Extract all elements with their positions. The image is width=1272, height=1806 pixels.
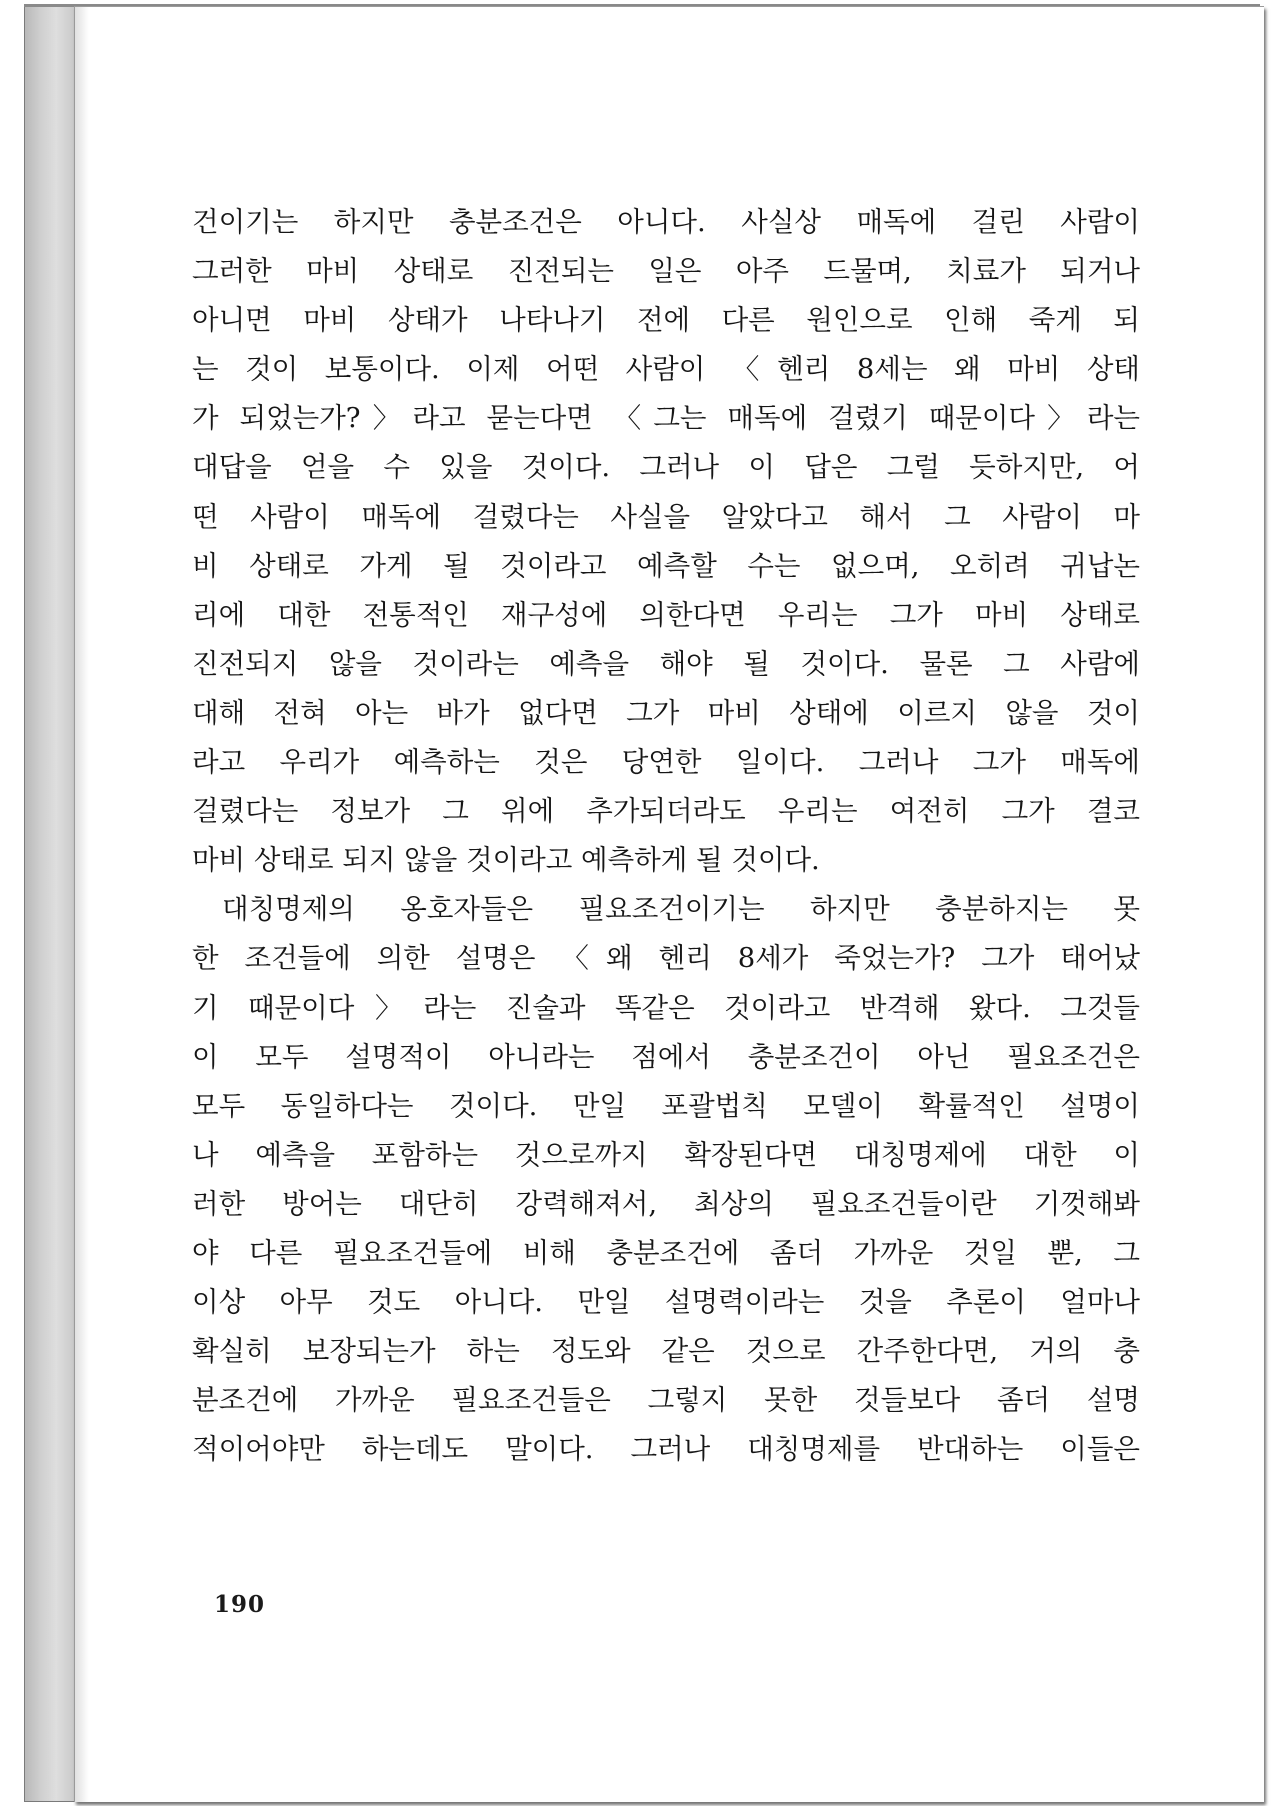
text-line: 야 다른 필요조건들에 비해 충분조건에 좀더 가까운 것일 뿐, 그 xyxy=(192,1236,1140,1269)
text-line: 모두 동일하다는 것이다. 만일 포괄법칙 모델이 확률적인 설명이 xyxy=(192,1089,1140,1122)
text-line: 아니면 마비 상태가 나타나기 전에 다른 원인으로 인해 죽게 되 xyxy=(192,304,1140,337)
paragraph-1 xyxy=(192,198,1140,885)
text-line: 이 모두 설명적이 아니라는 점에서 충분조건이 아닌 필요조건은 xyxy=(192,1040,1140,1073)
text-line: 확실히 보장되는가 하는 정도와 같은 것으로 간주한다면, 거의 충 xyxy=(192,1335,1140,1368)
text-line: 진전되지 않을 것이라는 예측을 해야 될 것이다. 물론 그 사람에 xyxy=(192,647,1140,680)
text-line: 한 조건들에 의한 설명은 〈왜 헨리 8세가 죽었는가? 그가 태어났 xyxy=(192,942,1140,975)
page-gutter-shadow xyxy=(75,7,89,1802)
text-line: 대해 전혀 아는 바가 없다면 그가 마비 상태에 이르지 않을 것이 xyxy=(192,696,1140,729)
text-line: 떤 사람이 매독에 걸렸다는 사실을 알았다고 해서 그 사람이 마 xyxy=(192,500,1140,533)
text-line: 적이어야만 하는데도 말이다. 그러나 대칭명제를 반대하는 이들은 xyxy=(192,1433,1140,1466)
body-text xyxy=(192,198,1140,1474)
text-line: 마비 상태로 되지 않을 것이라고 예측하게 될 것이다. xyxy=(192,844,820,877)
text-line: 분조건에 가까운 필요조건들은 그렇지 못한 것들보다 좀더 설명 xyxy=(192,1384,1140,1417)
text-line: 는 것이 보통이다. 이제 어떤 사람이 〈헨리 8세는 왜 마비 상태 xyxy=(192,353,1140,386)
text-line: 이상 아무 것도 아니다. 만일 설명력이라는 것을 추론이 얼마나 xyxy=(192,1286,1140,1319)
text-line: 걸렸다는 정보가 그 위에 추가되더라도 우리는 여전히 그가 결코 xyxy=(192,795,1140,828)
text-line: 러한 방어는 대단히 강력해져서, 최상의 필요조건들이란 기껏해봐 xyxy=(192,1187,1140,1220)
page-number: 190 xyxy=(214,1591,266,1618)
text-line: 대칭명제의 옹호자들은 필요조건이기는 하지만 충분하지는 못 xyxy=(222,893,1140,926)
text-line: 리에 대한 전통적인 재구성에 의한다면 우리는 그가 마비 상태로 xyxy=(192,598,1140,631)
text-line: 비 상태로 가게 될 것이라고 예측할 수는 없으며, 오히려 귀납논 xyxy=(192,549,1140,582)
text-line: 라고 우리가 예측하는 것은 당연한 일이다. 그러나 그가 매독에 xyxy=(192,746,1140,779)
text-line: 기 때문이다〉라는 진술과 똑같은 것이라고 반격해 왔다. 그것들 xyxy=(192,991,1140,1024)
text-line: 가 되었는가?〉라고 묻는다면 〈그는 매독에 걸렸기 때문이다〉라는 xyxy=(192,402,1140,435)
text-line: 그러한 마비 상태로 진전되는 일은 아주 드물며, 치료가 되거나 xyxy=(192,255,1140,288)
text-line: 건이기는 하지만 충분조건은 아니다. 사실상 매독에 걸린 사람이 xyxy=(192,206,1140,238)
text-line: 대답을 얻을 수 있을 것이다. 그러나 이 답은 그럴 듯하지만, 어 xyxy=(192,451,1140,484)
text-line: 나 예측을 포함하는 것으로까지 확장된다면 대칭명제에 대한 이 xyxy=(192,1138,1140,1171)
book-spine-edge xyxy=(24,4,78,1802)
paragraph-2 xyxy=(192,885,1140,1474)
